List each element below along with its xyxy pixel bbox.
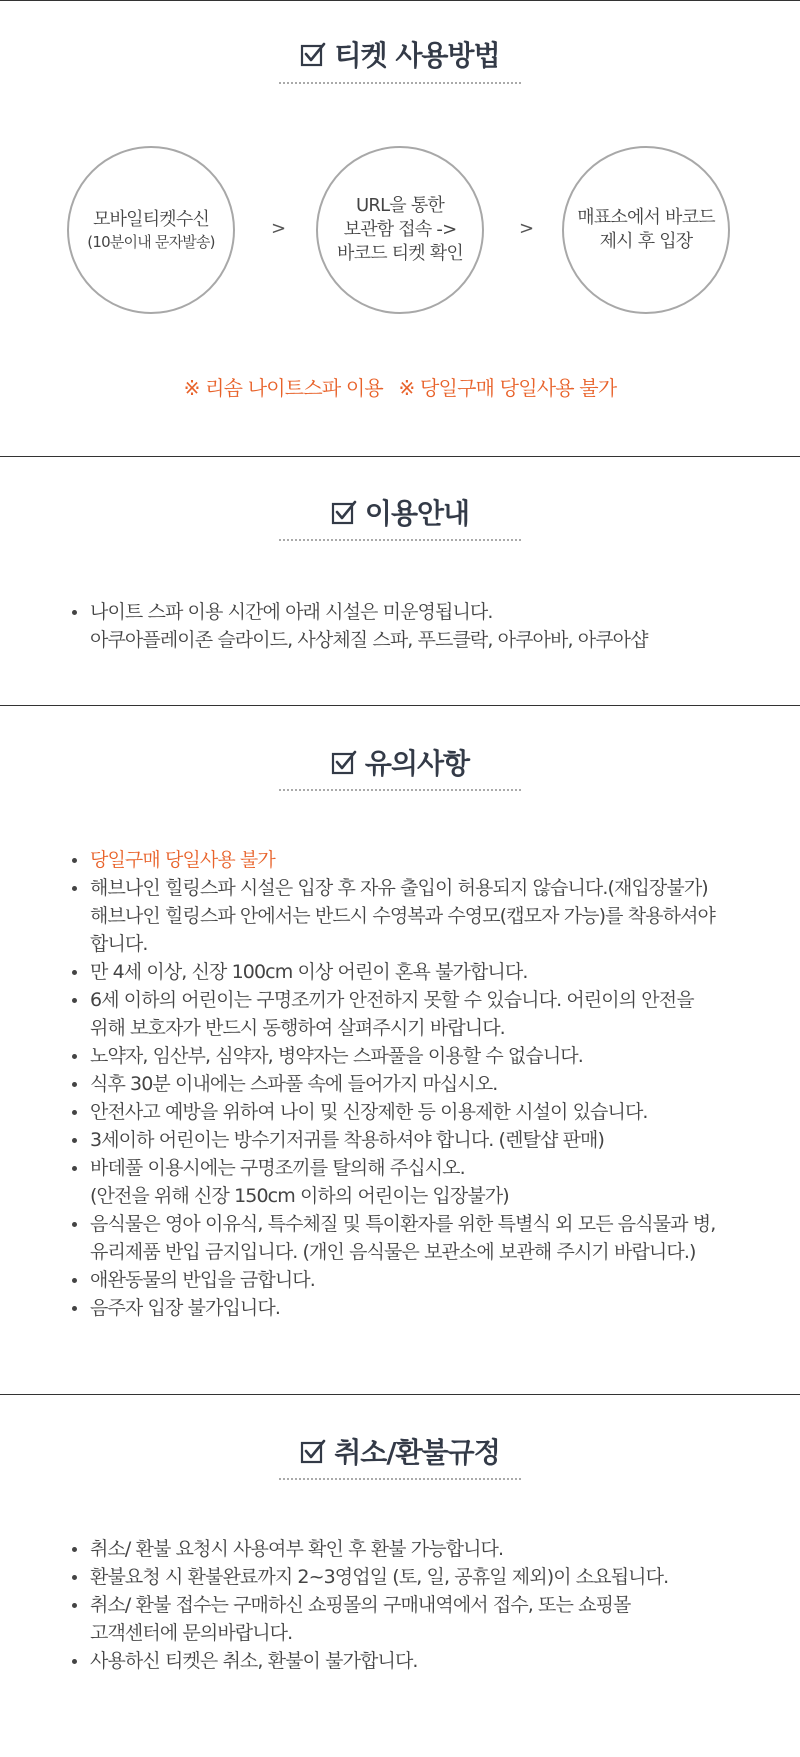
- step-3-line-1: 매표소에서 바코드: [577, 207, 715, 228]
- checkbox-check-icon: [331, 749, 357, 775]
- list-item: [70, 1210, 770, 1266]
- title-dotted-underline: [279, 82, 521, 84]
- list-item-line: 합니다.: [90, 933, 148, 955]
- list-item: [70, 598, 770, 654]
- cautions-list: [70, 846, 770, 1322]
- step-1-text: 모바일티켓수신: [92, 209, 210, 230]
- step-circle-2: [316, 146, 484, 314]
- list-item: [70, 1042, 770, 1070]
- list-item: [70, 1535, 770, 1563]
- list-item-line: 유리제품 반입 금지입니다. (개인 음식물은 보관소에 보관해 주시기 바랍니다.): [90, 1241, 696, 1263]
- list-item: [70, 1154, 770, 1210]
- step-2-line-1: URL을 통한: [356, 195, 444, 216]
- list-item: [70, 958, 770, 986]
- how-to-use-title: [0, 34, 800, 74]
- step-arrow-2: >: [519, 218, 535, 239]
- checkbox-check-icon: [300, 41, 326, 67]
- title-dotted-underline: [279, 539, 521, 541]
- checkbox-check-icon: [331, 499, 357, 525]
- notice-night-spa: ※ 리솜 나이트스파 이용: [183, 376, 383, 400]
- step-circle-3: [562, 146, 730, 314]
- list-item-line: 취소/ 환불 요청시 사용여부 확인 후 환불 가능합니다.: [90, 1538, 504, 1560]
- list-item-line: 만 4세 이상, 신장 100cm 이상 어린이 혼욕 불가합니다.: [90, 961, 528, 983]
- list-item: [70, 1591, 770, 1647]
- list-item-line: 바데풀 이용시에는 구명조끼를 탈의해 주십시오.: [90, 1157, 465, 1179]
- list-item-line: 3세이하 어린이는 방수기저귀를 착용하셔야 합니다. (렌탈샵 판매): [90, 1129, 604, 1151]
- cautions-title: [0, 742, 800, 782]
- refund-list: [70, 1535, 770, 1675]
- how-to-use-title-text: 티켓 사용방법: [334, 39, 500, 72]
- list-item-line: 취소/ 환불 접수는 구매하신 쇼핑몰의 구매내역에서 접수, 또는 쇼핑몰: [90, 1594, 631, 1616]
- title-dotted-underline: [279, 789, 521, 791]
- list-item-line: (안전을 위해 신장 150cm 이하의 어린이는 입장불가): [90, 1185, 509, 1207]
- list-item: [70, 1098, 770, 1126]
- list-item: [70, 1647, 770, 1675]
- guide-title: [0, 492, 800, 532]
- list-item-line: 나이트 스파 이용 시간에 아래 시설은 미운영됩니다.: [90, 601, 493, 623]
- step-3-line-2: 제시 후 입장: [599, 231, 693, 252]
- section-divider-3: [0, 1394, 800, 1395]
- list-item-line: 안전사고 예방을 위하여 나이 및 신장제한 등 이용제한 시설이 있습니다.: [90, 1101, 648, 1123]
- list-item-line: 애완동물의 반입을 금합니다.: [90, 1269, 315, 1291]
- list-item-line: 위해 보호자가 반드시 동행하여 살펴주시기 바랍니다.: [90, 1017, 505, 1039]
- refund-title: [0, 1431, 800, 1471]
- list-item-line: 사용하신 티켓은 취소, 환불이 불가합니다.: [90, 1650, 418, 1672]
- list-item-line: 노약자, 임산부, 심약자, 병약자는 스파풀을 이용할 수 없습니다.: [90, 1045, 583, 1067]
- list-item-line: 해브나인 힐링스파 시설은 입장 후 자유 출입이 허용되지 않습니다.(재입장불가): [90, 877, 708, 899]
- section-divider-1: [0, 456, 800, 457]
- list-item-line: 환불요청 시 환불완료까지 2~3영업일 (토, 일, 공휴일 제외)이 소요됩니다.: [90, 1566, 669, 1588]
- list-item-line: 해브나인 힐링스파 안에서는 반드시 수영복과 수영모(캡모자 가능)를 착용하셔야: [90, 905, 715, 927]
- list-item-line: 6세 이하의 어린이는 구명조끼가 안전하지 못할 수 있습니다. 어린이의 안전을: [90, 989, 694, 1011]
- list-item: [70, 1563, 770, 1591]
- guide-list: [70, 598, 770, 654]
- list-item-line: 아쿠아플레이존 슬라이드, 사상체질 스파, 푸드클락, 아쿠아바, 아쿠아샵: [90, 629, 648, 651]
- step-1-subtext: (10분이내 문자발송): [87, 233, 215, 251]
- list-item: [70, 874, 770, 958]
- list-item-line: 식후 30분 이내에는 스파풀 속에 들어가지 마십시오.: [90, 1073, 498, 1095]
- refund-title-text: 취소/환불규정: [334, 1436, 500, 1469]
- list-item-line: 음식물은 영아 이유식, 특수체질 및 특이환자를 위한 특별식 외 모든 음식물과 병,: [90, 1213, 716, 1235]
- guide-title-text: 이용안내: [364, 497, 470, 530]
- usage-notice: [0, 372, 800, 401]
- notice-same-day: ※ 당일구매 당일사용 불가: [398, 376, 617, 400]
- step-2-line-3: 바코드 티켓 확인: [337, 243, 463, 264]
- list-item-line: 음주자 입장 불가입니다.: [90, 1297, 280, 1319]
- step-2-line-2: 보관함 접속 ->: [343, 219, 457, 240]
- step-arrow-1: >: [271, 218, 287, 239]
- list-item: [70, 1126, 770, 1154]
- list-item: [70, 1266, 770, 1294]
- section-divider-2: [0, 705, 800, 706]
- list-item: [70, 1294, 770, 1322]
- checkbox-check-icon: [300, 1438, 326, 1464]
- list-item: [70, 1070, 770, 1098]
- list-item: [70, 986, 770, 1042]
- cautions-title-text: 유의사항: [364, 747, 470, 780]
- list-item-line: 당일구매 당일사용 불가: [90, 849, 275, 871]
- list-item-line: 고객센터에 문의바랍니다.: [90, 1622, 293, 1644]
- list-item: [70, 846, 770, 874]
- top-rule: [0, 0, 800, 1]
- step-circle-1: [67, 146, 235, 314]
- title-dotted-underline: [279, 1478, 521, 1480]
